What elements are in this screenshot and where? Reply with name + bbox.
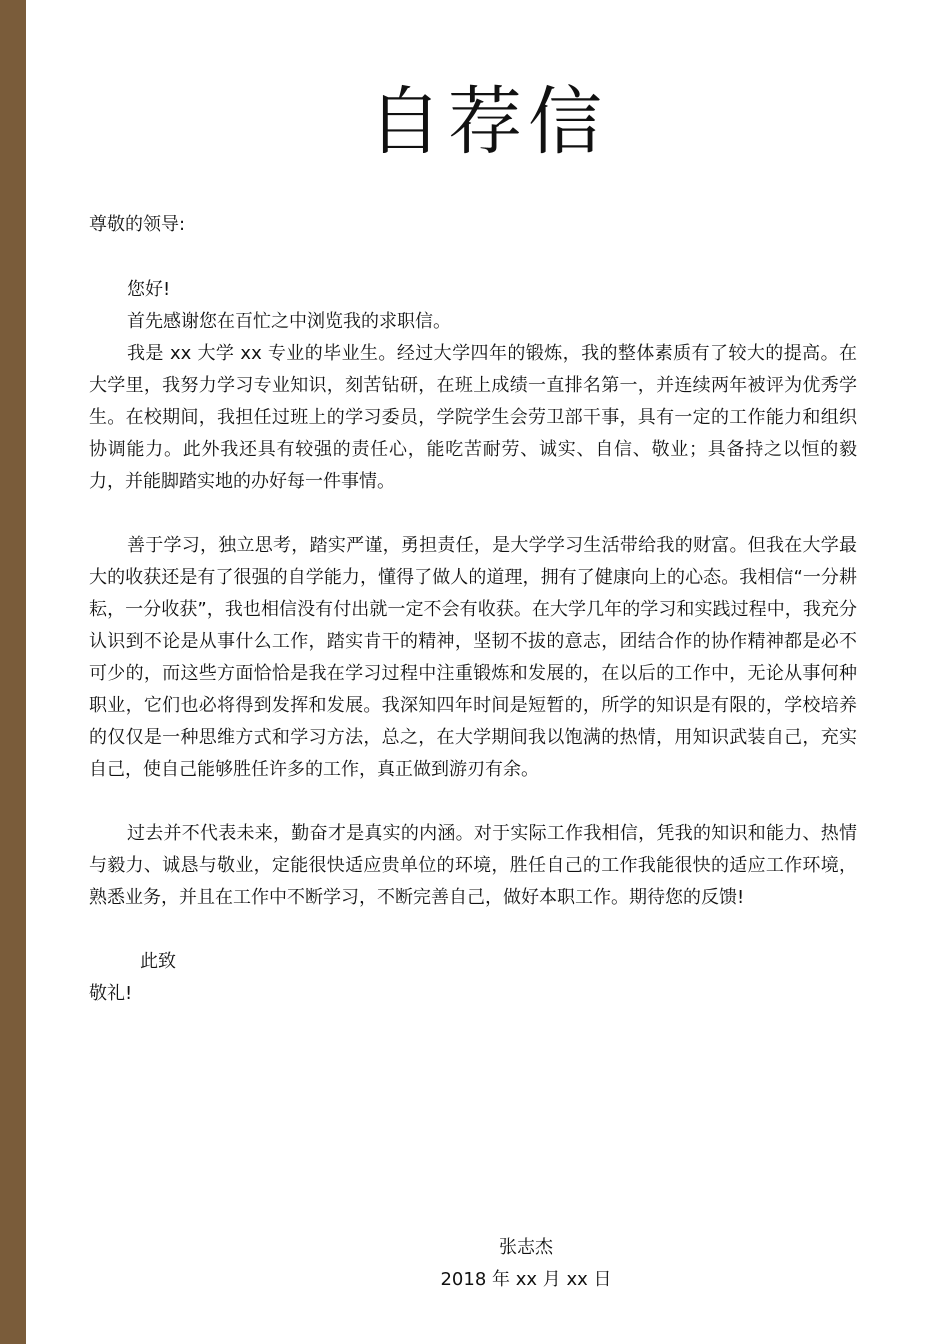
page-title: 自荐信 xyxy=(368,79,608,165)
closing-line-2: 敬礼! xyxy=(89,983,133,1004)
paragraph-thanks: 首先感谢您在百忙之中浏览我的求职信。 xyxy=(127,311,451,332)
closing-line-1: 此致 xyxy=(140,951,176,972)
signature-name: 张志杰 xyxy=(499,1237,553,1258)
spacer xyxy=(89,241,857,274)
side-accent-bar xyxy=(0,0,26,1344)
paragraph-strengths: 善于学习，独立思考，踏实严谨，勇担责任，是大学学习生活带给我的财富。但我在大学最大的收获还是有了很强的自学能力，懂得了做人的道理，拥有了健康向上的心态。我相信“一分耕耘，一分收获”，我也相信没有付出就一定不会有收获。在大学几年的学习和实践过程中，我充分认识到不论是从事什么工作，踏实肯干的精神，坚韧不拔的意志，团结合作的协作精神都是必不可少的，而这些方面恰恰是我在学习过程中注重锻炼和发展的，在以后的工作中，无论从事何种职业，它们也必将得到发挥和发展。我深知四年时间是短暂的，所学的知识是有限的，学校培养的仅仅是一种思维方式和学习方法，总之，在大学期间我以饱满的热情，用知识武装自己，充实自己，使自己能够胜任许多的工作，真正做到游刃有余。 xyxy=(89,535,857,780)
spacer xyxy=(89,786,857,818)
spacer xyxy=(89,914,857,946)
spacer xyxy=(89,498,857,530)
signature-date: 2018 年 xx 月 xx 日 xyxy=(440,1269,612,1290)
greeting: 您好! xyxy=(127,279,171,300)
letter-body xyxy=(89,209,857,1010)
salutation: 尊敬的领导: xyxy=(89,214,186,235)
paragraph-conclusion: 过去并不代表未来，勤奋才是真实的内涵。对于实际工作我相信，凭我的知识和能力、热情与毅力、诚恳与敬业，定能很快适应贵单位的环境，胜任自己的工作我能很快的适应工作环境，熟悉业务，并且在工作中不断学习，不断完善自己，做好本职工作。期待您的反馈! xyxy=(89,823,857,908)
paragraph-introduction: 我是 xx 大学 xx 专业的毕业生。经过大学四年的锻炼，我的整体素质有了较大的提高。在大学里，我努力学习专业知识，刻苦钻研，在班上成绩一直排名第一，并连续两年被评为优秀学生。在校期间，我担任过班上的学习委员，学院学生会劳卫部干事，具有一定的工作能力和组织协调能力。此外我还具有较强的责任心，能吃苦耐劳、诚实、自信、敬业；具备持之以恒的毅力，并能脚踏实地的办好每一件事情。 xyxy=(89,343,857,492)
